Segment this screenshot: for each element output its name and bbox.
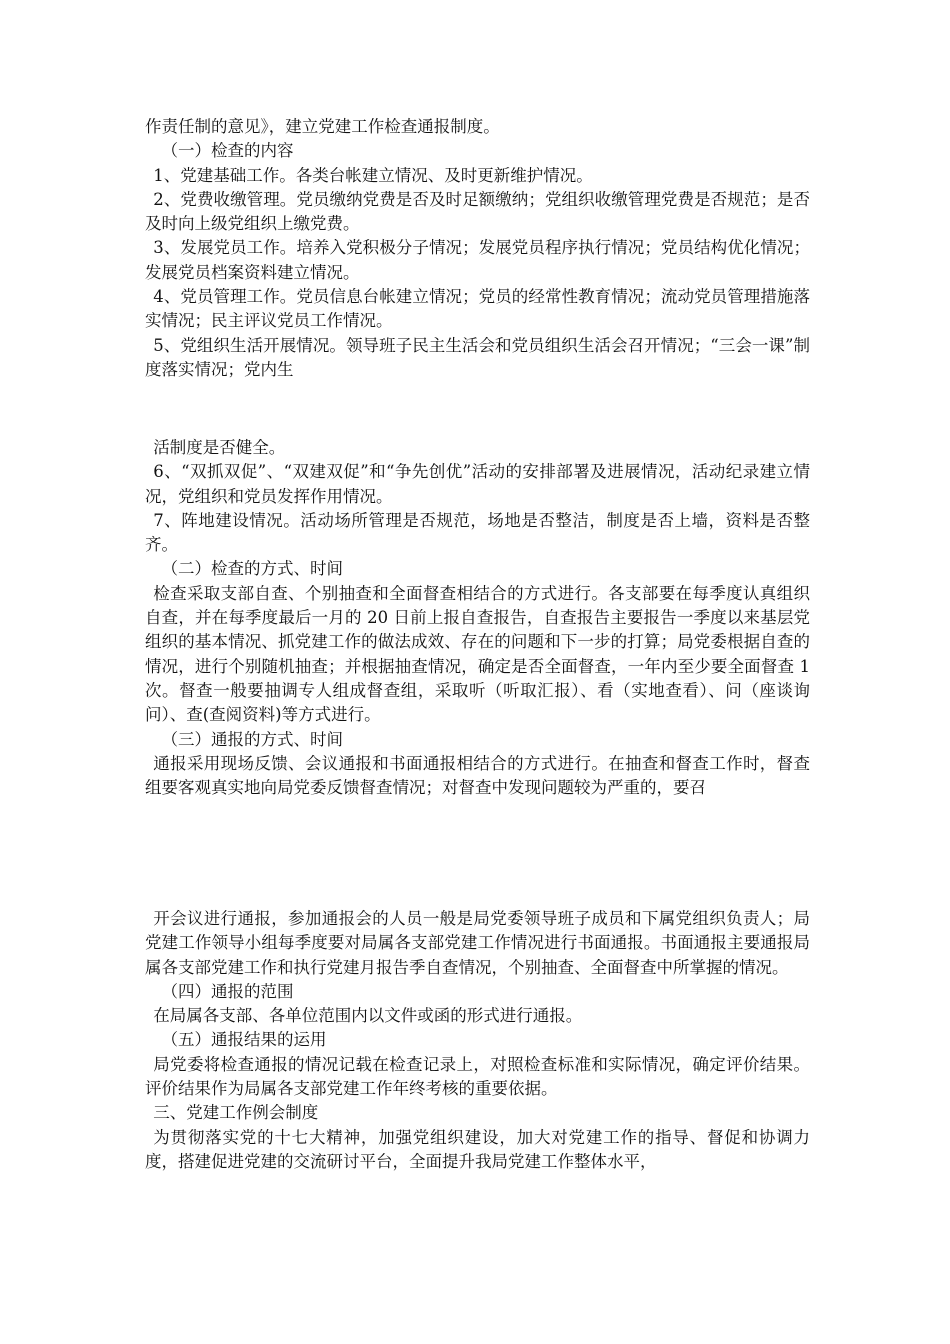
section-heading: （五）通报结果的运用 [161,1030,327,1050]
paragraph: 3、发展党员工作。培养入党积极分子情况；发展党员程序执行情况；党员结构优化情况；发展党员档案资料建立情况。 [145,238,810,282]
paragraph: 5、党组织生活开展情况。领导班子民主生活会和党员组织生活会召开情况；“三会一课”制度落实情况；党内生 [145,335,810,379]
text-block-3 [145,907,810,1174]
paragraph: 作责任制的意见》，建立党建工作检查通报制度。 [145,117,500,136]
section-heading: （二）检查的方式、时间 [161,559,343,579]
section-heading: 三、党建工作例会制度 [153,1103,319,1123]
section-heading: （三）通报的方式、时间 [161,729,343,749]
paragraph: 开会议进行通报，参加通报会的人员一般是局党委领导班子成员和下属党组织负责人；局党建工作领导小组每季度要对局属各支部党建工作情况进行书面通报。书面通报主要通报局属各支部党建工作和执行党建月报告季自查情况，个别抽查、全面督查中所掌握的情况。 [145,909,810,977]
section-heading: （四）通报的范围 [161,981,294,1001]
paragraph: 检查采取支部自查、个别抽查和全面督查相结合的方式进行。各支部要在每季度认真组织自查，并在每季度最后一月的 20 日前上报自查报告，自查报告主要报告一季度以来基层党组织的基本情况、抓党建工作的做法成效、存在的问题和下一步的打算；局党委根据自查的情况，进行个别随机抽查；并根据抽查情况，确定是否全面督查，一年内至少要全面督查 1 次。督查一般要抽调专人组成督查组，采取听（听取汇报）、看（实地查看）、问（座谈询问）、查(查阅资料)等方式进行。 [145,583,810,725]
section-heading: （一）检查的内容 [161,141,294,161]
paragraph: 通报采用现场反馈、会议通报和书面通报相结合的方式进行。在抽查和督查工作时，督查组要客观真实地向局党委反馈督查情况；对督查中发现问题较为严重的，要召 [145,753,810,798]
paragraph: 7、阵地建设情况。活动场所管理是否规范，场地是否整洁，制度是否上墙，资料是否整齐。 [145,510,810,555]
paragraph: 为贯彻落实党的十七大精神，加强党组织建设，加大对党建工作的指导、督促和协调力度，搭建促进党建的交流研讨平台，全面提升我局党建工作整体水平， [145,1127,810,1171]
paragraph: 1、党建基础工作。各类台帐建立情况、及时更新维护情况。 [153,165,593,185]
paragraph: 活制度是否健全。 [153,438,286,457]
paragraph: 局党委将检查通报的情况记载在检查记录上，对照检查标准和实际情况，确定评价结果。评价结果作为局属各支部党建工作年终考核的重要依据。 [145,1054,810,1099]
text-block-2 [145,436,810,800]
paragraph: 在局属各支部、各单位范围内以文件或函的形式进行通报。 [153,1006,583,1026]
paragraph: 6、“双抓双促”、“双建双促”和“争先创优”活动的安排部署及进展情况，活动纪录建立情况，党组织和党员发挥作用情况。 [145,462,810,506]
paragraph: 4、党员管理工作。党员信息台帐建立情况；党员的经常性教育情况；流动党员管理措施落实情况；民主评议党员工作情况。 [145,287,810,331]
text-block-1 [145,115,810,382]
paragraph: 2、党费收缴管理。党员缴纳党费是否及时足额缴纳；党组织收缴管理党费是否规范；是否及时向上级党组织上缴党费。 [145,189,810,234]
